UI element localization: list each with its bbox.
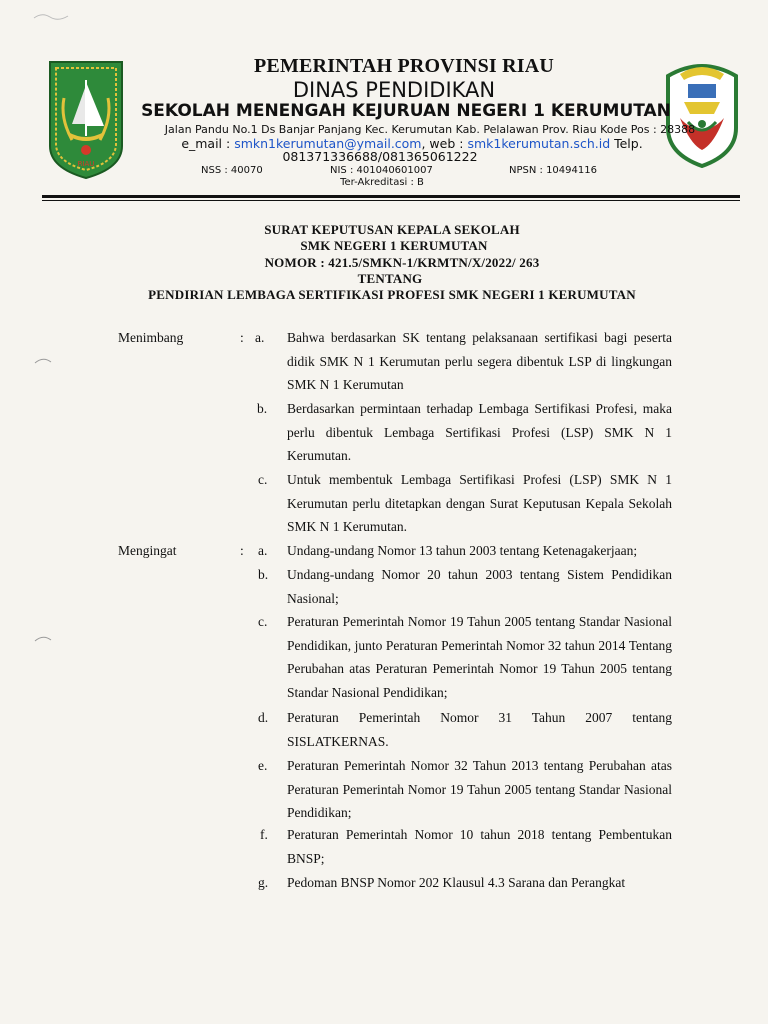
decree-school: SMK NEGERI 1 KERUMUTAN — [300, 238, 488, 253]
mengingat-label: Mengingat — [118, 543, 177, 558]
decree-subject: PENDIRIAN LEMBAGA SERTIFIKASI PROFESI SMK NEGERI 1 KERUMUTAN — [148, 287, 636, 302]
mengingat-item-text: Undang-undang Nomor 20 tahun 2003 tentang Sistem Pendidikan Nasional; — [287, 567, 672, 606]
menimbang-item-letter: a. — [255, 330, 265, 345]
email-label: e_mail : — [181, 136, 235, 151]
mengingat-item-text: Undang-undang Nomor 13 tahun 2003 tentang Ketenagakerjaan; — [287, 543, 638, 558]
website-link[interactable]: smk1kerumutan.sch.id — [467, 136, 611, 151]
accreditation: Ter-Akreditasi : B — [340, 177, 424, 188]
letterhead-divider-thick — [42, 195, 740, 198]
mengingat-item-text: Peraturan Pemerintah Nomor 10 tahun 2018 tentang Pembentukan BNSP; — [287, 827, 672, 866]
menimbang-item-text: Untuk membentuk Lembaga Sertifikasi Profesi (LSP) SMK N 1 Kerumutan perlu ditetapkan dengan Surat Keputusan Kepala Sekolah SMK N 1 Kerumutan. — [287, 472, 672, 534]
decree-title: SURAT KEPUTUSAN KEPALA SEKOLAH — [264, 222, 520, 237]
mengingat-item-text: Pedoman BNSP Nomor 202 Klausul 4.3 Sarana dan Perangkat — [287, 875, 626, 890]
mengingat-item-letter: b. — [258, 567, 269, 582]
npsn-number: NPSN : 10494116 — [509, 165, 597, 176]
nss-number: NSS : 40070 — [201, 165, 263, 176]
letterhead-phone: 081371336688/081365061222 — [282, 149, 478, 164]
mengingat-item-text: Peraturan Pemerintah Nomor 31 Tahun 2007 tentang SISLATKERNAS. — [287, 710, 672, 749]
letterhead-agency: DINAS PENDIDIKAN — [292, 78, 496, 102]
letterhead-address: Jalan Pandu No.1 Ds Banjar Panjang Kec. Kerumutan Kab. Pelalawan Prov. Riau Kode Pos : 28388 — [164, 123, 696, 136]
punch-hole-mark — [34, 634, 52, 642]
mengingat-item-letter: c. — [258, 614, 268, 629]
menimbang-item-text: Berdasarkan permintaan terhadap Lembaga Sertifikasi Profesi, maka perlu dibentuk Lembaga Sertifikasi Profesi (LSP) SMK N 1 Kerumutan. — [287, 401, 672, 463]
mengingat-item-text: Peraturan Pemerintah Nomor 19 Tahun 2005 tentang Standar Nasional Pendidikan, junto Peraturan Pemerintah Nomor 32 tahun 2014 Tentang Perubahan atas Peraturan Pemerintah Nomor 19 Tahun 2005 tentang Standar Nasional Pendidikan; — [287, 614, 672, 700]
mengingat-item-text: Peraturan Pemerintah Nomor 32 Tahun 2013 tentang Perubahan atas Peraturan Pemerintah Nomor 19 Tahun 2005 tentang Standar Nasional Pendidikan; — [287, 758, 672, 820]
letterhead-divider-thin — [42, 200, 740, 201]
letterhead-province: PEMERINTAH PROVINSI RIAU — [253, 55, 554, 77]
mengingat-item-letter: e. — [258, 758, 268, 773]
email-link[interactable]: smkn1kerumutan@ymail.com — [234, 136, 422, 151]
letterhead-school-name: SEKOLAH MENENGAH KEJURUAN NEGERI 1 KERUMUTAN — [141, 101, 671, 121]
mengingat-colon: : — [240, 543, 244, 558]
menimbang-colon: : — [240, 330, 244, 345]
punch-hole-mark — [34, 356, 52, 364]
scan-mark — [32, 8, 82, 28]
decree-number: NOMOR : 421.5/SMKN-1/KRMTN/X/2022/ 263 — [264, 255, 540, 270]
mengingat-item-letter: g. — [258, 875, 269, 890]
menimbang-label: Menimbang — [118, 330, 184, 345]
decree-about-label: TENTANG — [357, 271, 423, 286]
menimbang-item-letter: b. — [257, 401, 268, 416]
mengingat-item-letter: a. — [258, 543, 268, 558]
web-label: , web : — [421, 136, 468, 151]
left-logo-label: RIAU — [77, 160, 95, 168]
mengingat-item-letter: d. — [258, 710, 269, 725]
menimbang-item-text: Bahwa berdasarkan SK tentang pelaksanaan sertifikasi bagi peserta didik SMK N 1 Kerumutan perlu segera dibentuk LSP di lingkungan SMK N 1 Kerumutan — [287, 330, 672, 392]
telp-label: Telp. — [610, 136, 643, 151]
nis-number: NIS : 401040601007 — [330, 165, 433, 176]
menimbang-item-letter: c. — [258, 472, 268, 487]
mengingat-item-letter: f. — [260, 827, 268, 842]
